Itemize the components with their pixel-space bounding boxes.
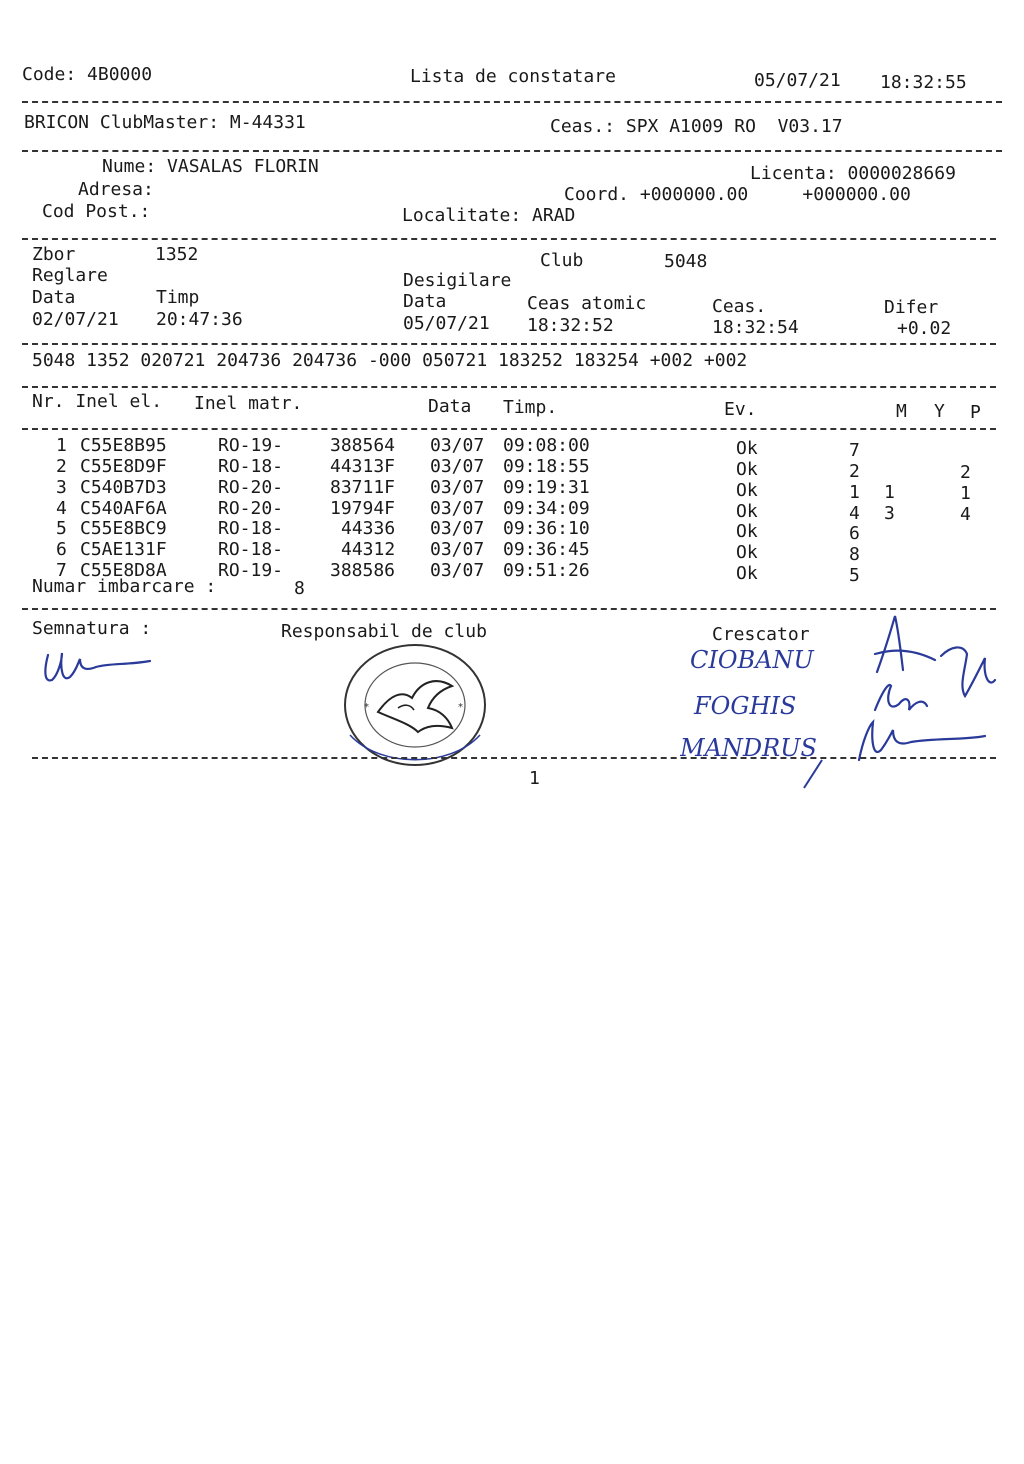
desig-date-label: Data bbox=[403, 291, 447, 312]
document-date: 05/07/21 bbox=[754, 70, 841, 91]
ring-number: 388586 bbox=[330, 560, 396, 581]
reglare-time-label: Timp bbox=[156, 287, 200, 308]
ring-electronic: C55E8D9F bbox=[80, 456, 167, 477]
boarding-count: 8 bbox=[294, 578, 305, 599]
document-title: Lista de constatare bbox=[410, 66, 616, 87]
breeder-signatures-icon bbox=[855, 610, 1015, 780]
col-p-value: 2 bbox=[960, 462, 971, 483]
arrival-time: 09:51:26 bbox=[503, 560, 590, 581]
locality: Localitate: ARAD bbox=[402, 205, 576, 226]
svg-text:*: * bbox=[364, 702, 369, 713]
row-number: 2 bbox=[56, 456, 67, 477]
ring-series: RO-20- bbox=[218, 477, 284, 498]
clubmaster-id: BRICON ClubMaster: M-44331 bbox=[24, 112, 306, 133]
ring-number: 83711F bbox=[330, 477, 396, 498]
col-header-p: P bbox=[970, 402, 981, 423]
arrival-date: 03/07 bbox=[430, 539, 485, 560]
divider bbox=[22, 101, 1002, 103]
row-number: 3 bbox=[56, 477, 67, 498]
svg-text:FOGHIS: FOGHIS bbox=[694, 692, 797, 720]
ring-number: 388564 bbox=[330, 435, 396, 456]
col-m-value: 1 bbox=[884, 482, 895, 503]
reglare-date-label: Data bbox=[32, 287, 76, 308]
table-row bbox=[0, 498, 1024, 525]
svg-text:CIOBANU: CIOBANU bbox=[690, 646, 814, 674]
ring-series: RO-20- bbox=[218, 498, 284, 519]
licence-number: Licenta: 0000028669 bbox=[750, 163, 956, 184]
signature-label: Semnatura : bbox=[32, 618, 152, 639]
event-status: Ok bbox=[736, 480, 758, 501]
ring-number: 44336 bbox=[341, 518, 396, 539]
club-label: Club bbox=[540, 250, 584, 271]
table-row bbox=[0, 477, 1024, 504]
desigilare-label: Desigilare bbox=[403, 270, 512, 291]
arrival-date: 03/07 bbox=[430, 456, 485, 477]
atomic-clock-label: Ceas atomic bbox=[527, 293, 647, 314]
divider bbox=[22, 428, 996, 430]
ring-electronic: C5AE131F bbox=[80, 539, 167, 560]
arrival-time: 09:08:00 bbox=[503, 435, 590, 456]
club-responsible-label: Responsabil de club bbox=[281, 621, 487, 642]
col-header-ring-el: Nr. Inel el. bbox=[32, 391, 163, 412]
ring-series: RO-18- bbox=[218, 539, 284, 560]
breeder-label: Crescator bbox=[712, 624, 810, 645]
table-row bbox=[0, 456, 1024, 483]
atomic-time: 18:32:52 bbox=[527, 315, 614, 336]
row-number: 5 bbox=[56, 518, 67, 539]
ring-series: RO-19- bbox=[218, 435, 284, 456]
divider bbox=[22, 150, 1002, 152]
ring-electronic: C55E8B95 bbox=[80, 435, 167, 456]
desig-date: 05/07/21 bbox=[403, 313, 490, 334]
club-stamp-icon bbox=[340, 640, 490, 770]
category-number: 7 bbox=[849, 440, 860, 461]
reglare-time: 20:47:36 bbox=[156, 309, 243, 330]
flight-code-line: 5048 1352 020721 204736 204736 -000 050721 183252 183254 +002 +002 bbox=[32, 350, 748, 371]
arrival-time: 09:36:45 bbox=[503, 539, 590, 560]
ring-number: 44312 bbox=[341, 539, 396, 560]
svg-text:*: * bbox=[458, 702, 463, 713]
difference-label: Difer bbox=[884, 297, 939, 318]
col-header-date: Data bbox=[428, 396, 472, 417]
ring-series: RO-18- bbox=[218, 518, 284, 539]
event-status: Ok bbox=[736, 438, 758, 459]
document-code: Code: 4B0000 bbox=[22, 64, 153, 85]
col-p-value: 1 bbox=[960, 483, 971, 504]
document-time: 18:32:55 bbox=[880, 72, 967, 93]
divider bbox=[32, 757, 996, 759]
ring-number: 19794F bbox=[330, 498, 396, 519]
divider bbox=[22, 386, 996, 388]
row-number: 6 bbox=[56, 539, 67, 560]
table-row bbox=[0, 518, 1024, 544]
row-number: 4 bbox=[56, 498, 67, 519]
difference-value: +0.02 bbox=[897, 318, 952, 339]
category-number: 1 bbox=[849, 482, 860, 503]
category-number: 8 bbox=[849, 544, 860, 565]
divider bbox=[22, 608, 996, 610]
category-number: 6 bbox=[849, 523, 860, 544]
category-number: 5 bbox=[849, 565, 860, 586]
ring-series: RO-18- bbox=[218, 456, 284, 477]
arrival-date: 03/07 bbox=[430, 518, 485, 539]
arrival-time: 09:19:31 bbox=[503, 477, 590, 498]
col-header-y: Y bbox=[934, 401, 945, 422]
flight-number: 1352 bbox=[155, 244, 199, 265]
handwritten-names-icon bbox=[680, 640, 850, 790]
category-number: 2 bbox=[849, 461, 860, 482]
ring-electronic: C540AF6A bbox=[80, 498, 167, 519]
boarding-label: Numar imbarcare : bbox=[32, 576, 217, 597]
flight-label: Zbor bbox=[32, 244, 76, 265]
divider bbox=[22, 343, 996, 345]
ring-series: RO-19- bbox=[218, 560, 284, 581]
page-number: 1 bbox=[529, 768, 540, 789]
owner-name: Nume: VASALAS FLORIN bbox=[102, 156, 319, 177]
col-header-event: Ev. bbox=[724, 399, 757, 420]
table-row bbox=[0, 539, 1024, 565]
svg-text:MANDRUS: MANDRUS bbox=[680, 734, 817, 762]
ring-electronic: C540B7D3 bbox=[80, 477, 167, 498]
event-status: Ok bbox=[736, 563, 758, 584]
postcode-label: Cod Post.: bbox=[42, 201, 151, 222]
col-header-ring-matr: Inel matr. bbox=[194, 393, 303, 414]
event-status: Ok bbox=[736, 459, 758, 480]
ring-electronic: C55E8D8A bbox=[80, 560, 167, 581]
row-number: 7 bbox=[56, 560, 67, 581]
arrival-date: 03/07 bbox=[430, 477, 485, 498]
arrival-date: 03/07 bbox=[430, 560, 485, 581]
event-status: Ok bbox=[736, 542, 758, 563]
col-p-value: 4 bbox=[960, 504, 971, 525]
arrival-time: 09:18:55 bbox=[503, 456, 590, 477]
col-header-time: Timp. bbox=[503, 397, 558, 418]
reglare-label: Reglare bbox=[32, 265, 108, 286]
signature-icon bbox=[40, 645, 160, 690]
row-number: 1 bbox=[56, 435, 67, 456]
clock-time: 18:32:54 bbox=[712, 317, 799, 338]
arrival-date: 03/07 bbox=[430, 498, 485, 519]
club-number: 5048 bbox=[664, 251, 708, 272]
clock-id: Ceas.: SPX A1009 RO V03.17 bbox=[550, 116, 843, 137]
event-status: Ok bbox=[736, 501, 758, 522]
clock-label: Ceas. bbox=[712, 296, 767, 317]
address-label: Adresa: bbox=[78, 179, 154, 200]
ring-electronic: C55E8BC9 bbox=[80, 518, 167, 539]
arrival-time: 09:34:09 bbox=[503, 498, 590, 519]
reglare-date: 02/07/21 bbox=[32, 309, 119, 330]
divider bbox=[22, 238, 996, 240]
ring-number: 44313F bbox=[330, 456, 396, 477]
col-m-value: 3 bbox=[884, 503, 895, 524]
arrival-time: 09:36:10 bbox=[503, 518, 590, 539]
table-row bbox=[0, 435, 1024, 461]
arrival-date: 03/07 bbox=[430, 435, 485, 456]
event-status: Ok bbox=[736, 521, 758, 542]
category-number: 4 bbox=[849, 503, 860, 524]
coordinates: Coord. +000000.00 +000000.00 bbox=[564, 184, 911, 205]
col-header-m: M bbox=[896, 401, 907, 422]
